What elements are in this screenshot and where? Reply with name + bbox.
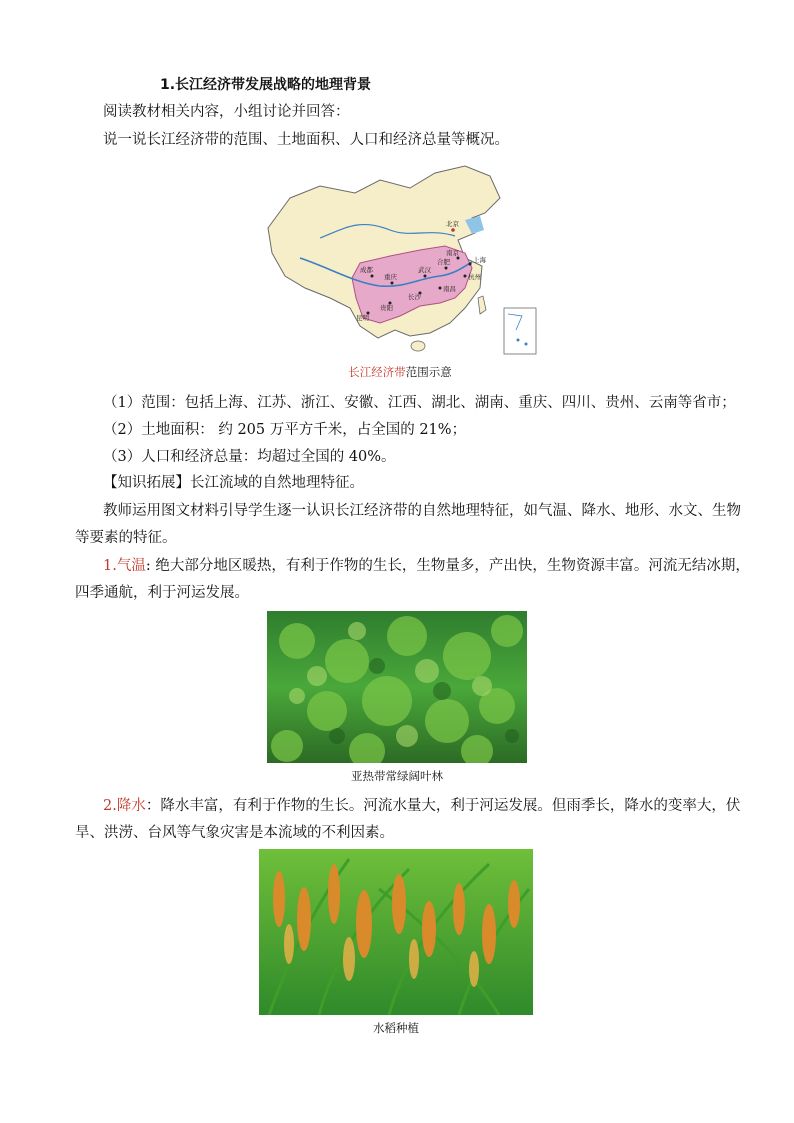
rice-caption: 水稻种植 [373, 1021, 419, 1035]
map-caption [300, 364, 500, 380]
intro-line-1: 阅读教材相关内容，小组讨论并回答： [103, 104, 350, 120]
city-chongqing: 重庆 [384, 273, 397, 281]
city-wuhan: 武汉 [418, 266, 431, 274]
city-hefei: 合肥 [437, 258, 450, 266]
rice-photo [259, 849, 533, 1015]
knowledge-heading: 【知识拓展】长江流域的自然地理特征。 [103, 475, 364, 491]
forest-photo [267, 611, 527, 763]
map-caption-rest: 范围示意 [405, 365, 452, 379]
rain-text-1: ：降水丰富，有利于作物的生长。河流水量大，利于河运发展。但雨季长，降水的变率大，伏 [145, 798, 741, 814]
climate-label: 1.气温 [103, 558, 146, 574]
rain-line-2: 旱、洪涝、台风等气象灾害是本流域的不利因素。 [75, 825, 394, 841]
city-chengdu: 成都 [360, 266, 373, 274]
climate-text-1: : 绝大部分地区暖热，有利于作物的生长，生物量多，产出快，生物资源丰富。河流无结冰期， [145, 558, 750, 574]
city-beijing: 北京 [446, 220, 459, 228]
city-nanchang: 南昌 [443, 285, 456, 293]
rain-line-1 [103, 796, 740, 816]
section-title: 1.长江经济带发展战略的地理背景 [160, 77, 372, 93]
yangtze-belt-map [260, 158, 540, 358]
city-changsha: 长沙 [408, 293, 421, 301]
teacher-line-1: 教师运用图文材料引导学生逐一认识长江经济带的自然地理特征，如气温、降水、地形、水文、生物 [103, 503, 741, 519]
climate-line-2: 四季通航，利于河运发展。 [75, 585, 249, 601]
item-population: （3）人口和经济总量：均超过全国的 40%。 [103, 449, 396, 465]
forest-caption: 亚热带常绿阔叶林 [351, 769, 443, 783]
city-guiyang: 贵阳 [380, 304, 393, 312]
teacher-line-2: 等要素的特征。 [75, 530, 177, 546]
south-sea-inset [504, 308, 536, 354]
city-kunming: 昆明 [356, 314, 369, 322]
city-shanghai: 上海 [473, 256, 486, 264]
city-nanjing: 南京 [446, 249, 459, 257]
city-hangzhou: 杭州 [468, 273, 481, 281]
map-caption-highlight: 长江经济带 [348, 365, 406, 379]
item-scope: （1）范围：包括上海、江苏、浙江、安徽、江西、湖北、湖南、重庆、四川、贵州、云南等省市； [103, 395, 736, 411]
climate-line-1 [103, 556, 750, 576]
hainan-island [411, 341, 425, 351]
intro-line-2: 说一说长江经济带的范围、土地面积、人口和经济总量等概况。 [103, 132, 509, 148]
item-area: （2）土地面积： 约 205 万平方千米，占全国的 21%； [103, 422, 467, 438]
rain-label: 2.降水 [103, 798, 146, 814]
